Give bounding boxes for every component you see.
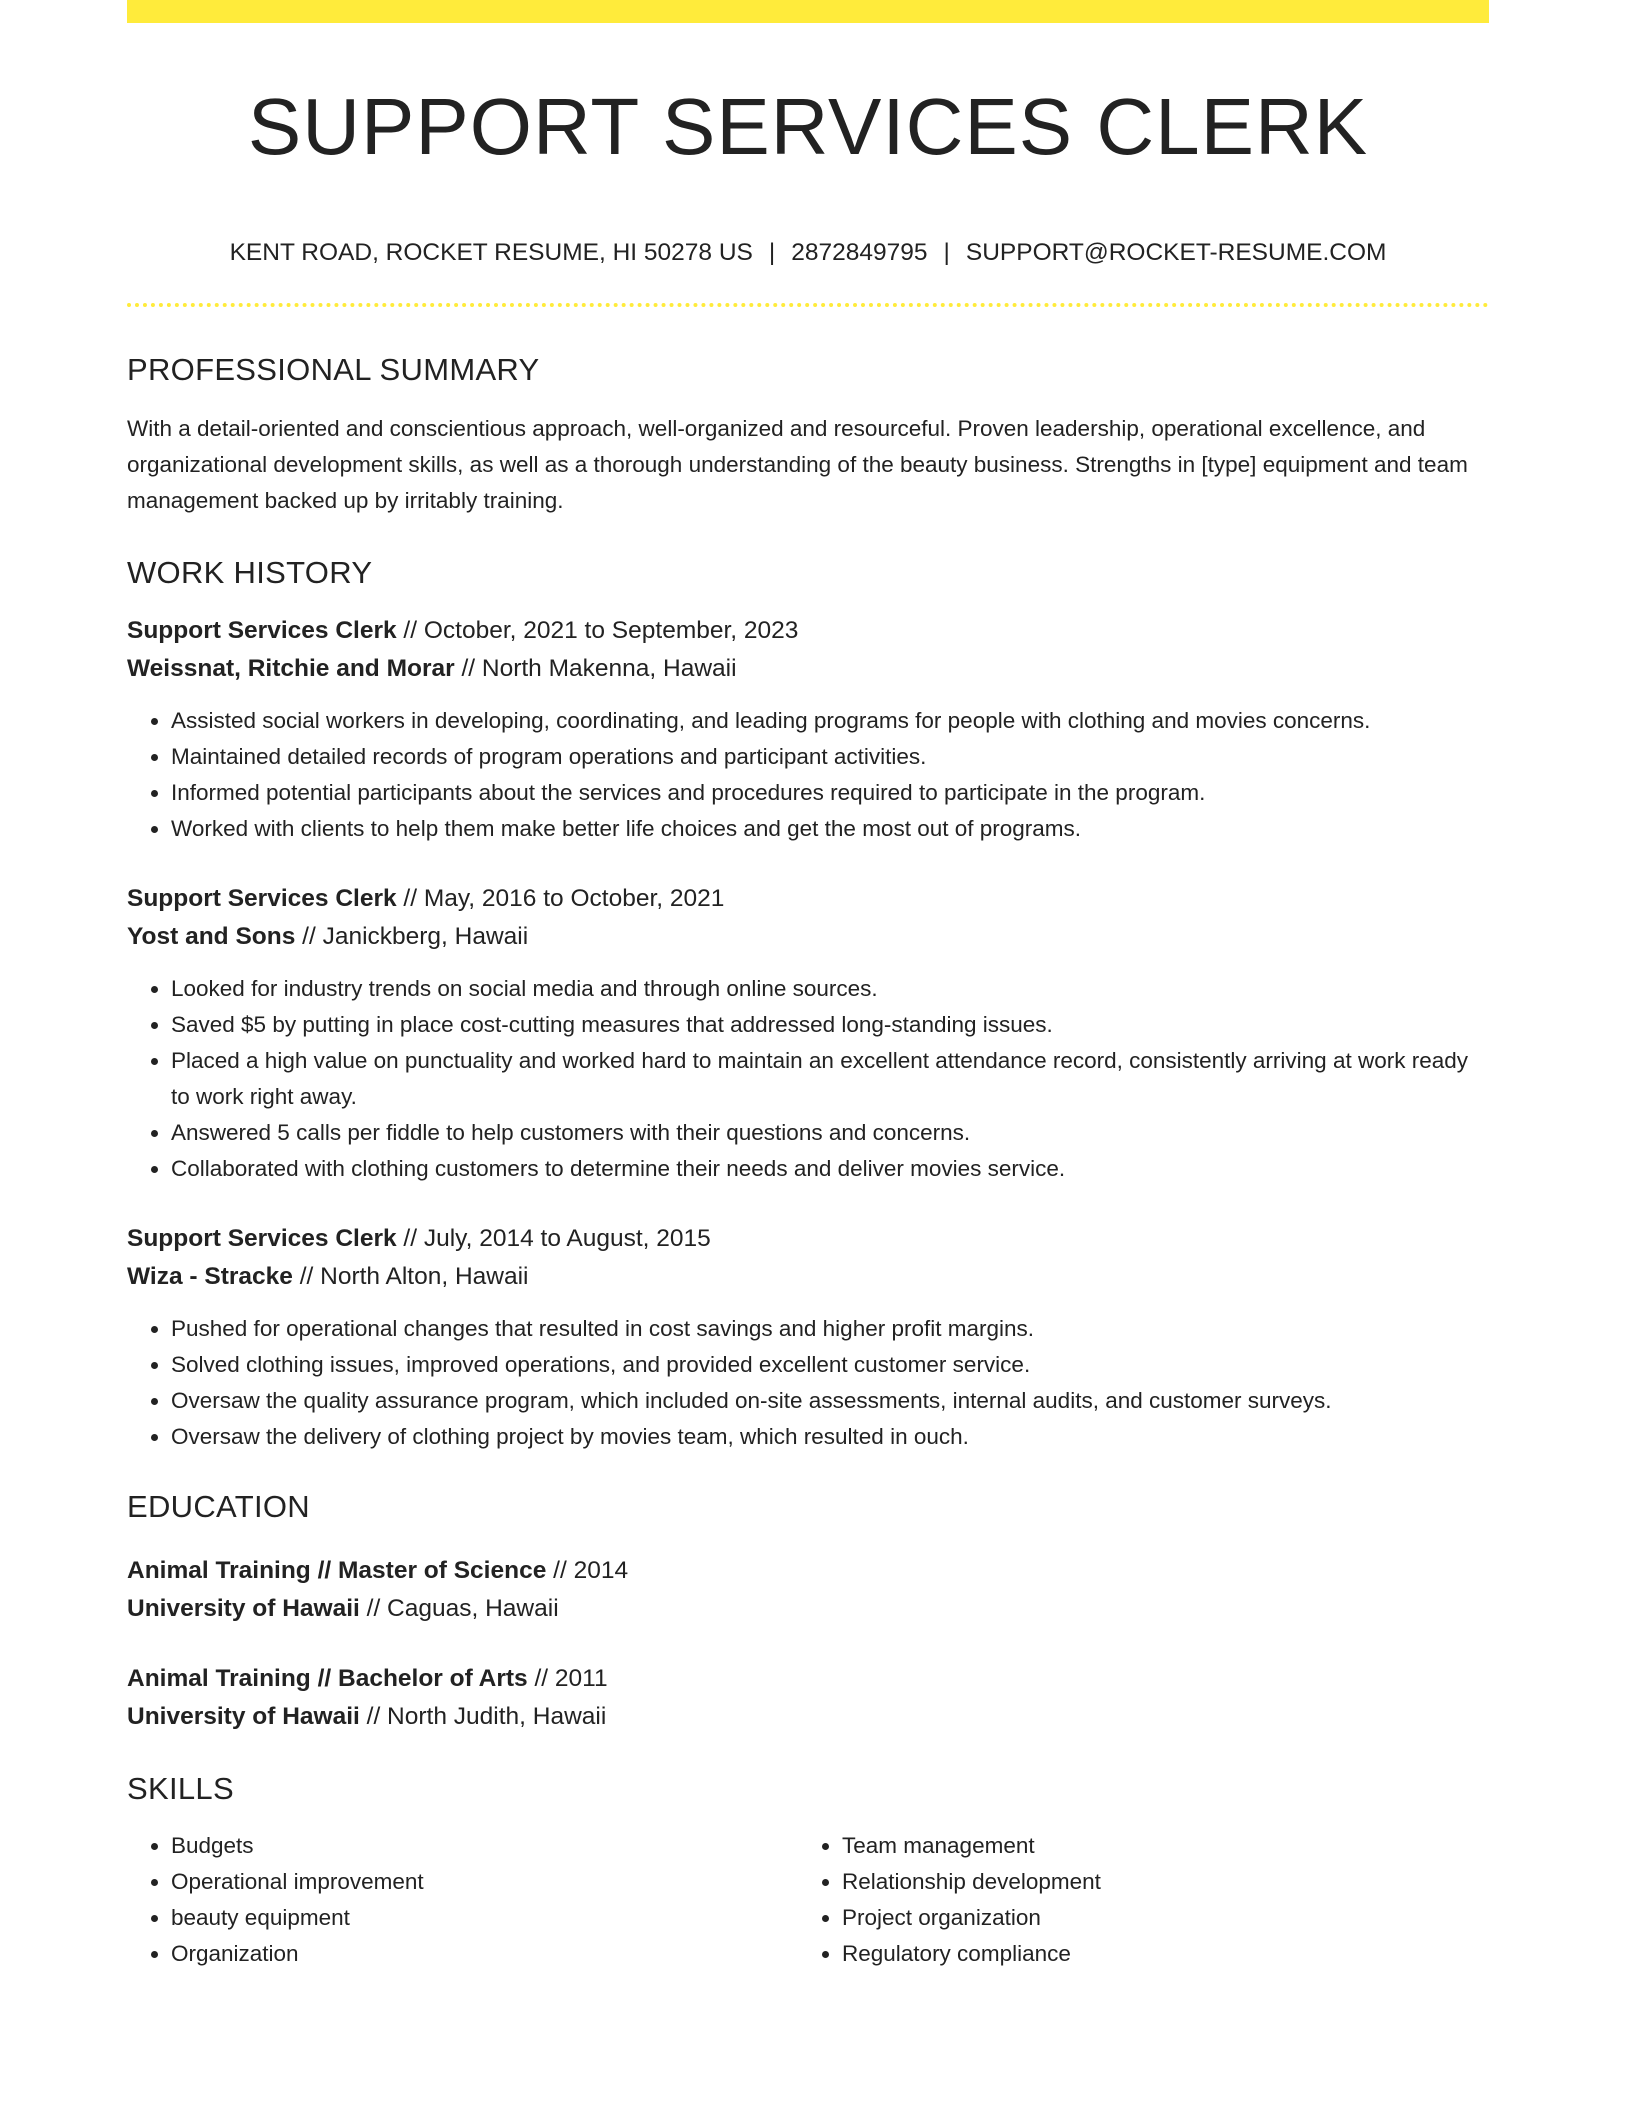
job-position: Support Services Clerk <box>127 616 397 644</box>
education-school-line <box>127 1698 1489 1736</box>
contact-email: SUPPORT@ROCKET-RESUME.COM <box>965 239 1387 266</box>
dotted-divider <box>127 303 1489 307</box>
skills-list-left <box>127 1828 798 1972</box>
job-bullet: • Assisted social workers in developing, coordinating, and leading programs for people with clothing and movies concerns. <box>171 703 1489 739</box>
skill-item: • Organization <box>171 1936 798 1972</box>
job-entry <box>127 612 1489 847</box>
education-degree-line <box>127 1552 1489 1590</box>
job-location: // North Alton, Hawaii <box>292 1262 529 1290</box>
job-bullet: • Worked with clients to help them make better life choices and get the most out of programs. <box>171 811 1489 847</box>
job-bullet: • Placed a high value on punctuality and worked hard to maintain an excellent attendance record, consistently arriving at work ready to work right away. <box>171 1043 1489 1115</box>
section-title-skills: SKILLS <box>127 1770 234 1806</box>
job-title-line <box>127 612 1489 650</box>
skill-item: • Operational improvement <box>171 1864 798 1900</box>
section-title-work-history: WORK HISTORY <box>127 554 373 590</box>
job-bullet: • Answered 5 calls per fiddle to help customers with their questions and concerns. <box>171 1115 1489 1151</box>
job-bullet: • Looked for industry trends on social media and through online sources. <box>171 971 1489 1007</box>
job-company: Wiza - Stracke <box>127 1262 293 1290</box>
section-title-education: EDUCATION <box>127 1488 310 1524</box>
job-bullet: • Saved $5 by putting in place cost-cutting measures that addressed long-standing issues. <box>171 1007 1489 1043</box>
job-bullet: • Oversaw the quality assurance program, which included on-site assessments, internal audits, and customer surveys. <box>171 1383 1489 1419</box>
job-entry <box>127 1220 1489 1455</box>
contact-separator: | <box>943 239 950 266</box>
section-title-summary: PROFESSIONAL SUMMARY <box>127 351 540 387</box>
job-location: // North Makenna, Hawaii <box>454 654 737 682</box>
job-company-line <box>127 1258 1489 1296</box>
job-title-line <box>127 1220 1489 1258</box>
skill-item: • Project organization <box>842 1900 1469 1936</box>
skill-item: • beauty equipment <box>171 1900 798 1936</box>
resume-name: SUPPORT SERVICES CLERK <box>247 82 1369 171</box>
skill-item: • Team management <box>842 1828 1469 1864</box>
education-school: University of Hawaii <box>127 1702 360 1730</box>
education-location: // Caguas, Hawaii <box>359 1594 559 1622</box>
job-position: Support Services Clerk <box>127 884 397 912</box>
skill-item: • Relationship development <box>842 1864 1469 1900</box>
education-entry <box>127 1660 1489 1736</box>
resume-page <box>127 0 1489 1972</box>
education-entry <box>127 1552 1489 1628</box>
contact-line <box>127 241 1489 266</box>
job-location: // Janickberg, Hawaii <box>295 922 529 950</box>
education-year: // 2011 <box>527 1664 608 1692</box>
job-company: Weissnat, Ritchie and Morar <box>127 654 455 682</box>
education-degree: Animal Training // Master of Science <box>127 1556 547 1584</box>
job-company-line <box>127 918 1489 956</box>
job-position: Support Services Clerk <box>127 1224 397 1252</box>
accent-top-bar <box>127 0 1489 23</box>
job-bullets <box>127 703 1489 847</box>
job-dates: // May, 2016 to October, 2021 <box>396 884 725 912</box>
education-school-line <box>127 1590 1489 1628</box>
education-school: University of Hawaii <box>127 1594 360 1622</box>
contact-address: KENT ROAD, ROCKET RESUME, HI 50278 US <box>229 239 753 266</box>
education-degree: Animal Training // Bachelor of Arts <box>127 1664 528 1692</box>
education-year: // 2014 <box>546 1556 629 1584</box>
contact-separator: | <box>768 239 776 266</box>
education-location: // North Judith, Hawaii <box>359 1702 607 1730</box>
job-bullets <box>127 1311 1489 1455</box>
job-entry <box>127 880 1489 1187</box>
job-bullet: • Pushed for operational changes that resulted in cost savings and higher profit margins. <box>171 1311 1489 1347</box>
job-bullets <box>127 971 1489 1187</box>
skill-item: • Regulatory compliance <box>842 1936 1469 1972</box>
job-bullet: • Maintained detailed records of program operations and participant activities. <box>171 739 1489 775</box>
summary-text: With a detail-oriented and conscientious approach, well-organized and resourceful. Proven leadership, operational excellence, and organizational development skills, as well as a thorough understanding of the beauty business. Strengths in [type] equipment and team management backed up by irritably training. <box>127 415 1468 513</box>
skills-columns <box>127 1828 1489 1972</box>
skills-list-right <box>798 1828 1469 1972</box>
job-title-line <box>127 880 1489 918</box>
job-bullet: • Oversaw the delivery of clothing project by movies team, which resulted in ouch. <box>171 1419 1489 1455</box>
job-bullet: • Informed potential participants about the services and procedures required to participate in the program. <box>171 775 1489 811</box>
education-degree-line <box>127 1660 1489 1698</box>
job-company: Yost and Sons <box>127 922 296 950</box>
contact-phone: 2872849795 <box>791 239 928 266</box>
job-bullet: • Solved clothing issues, improved operations, and provided excellent customer service. <box>171 1347 1489 1383</box>
job-dates: // July, 2014 to August, 2015 <box>396 1224 711 1252</box>
job-company-line <box>127 650 1489 688</box>
skill-item: • Budgets <box>171 1828 798 1864</box>
job-bullet: • Collaborated with clothing customers to determine their needs and deliver movies service. <box>171 1151 1489 1187</box>
job-dates: // October, 2021 to September, 2023 <box>396 616 799 644</box>
